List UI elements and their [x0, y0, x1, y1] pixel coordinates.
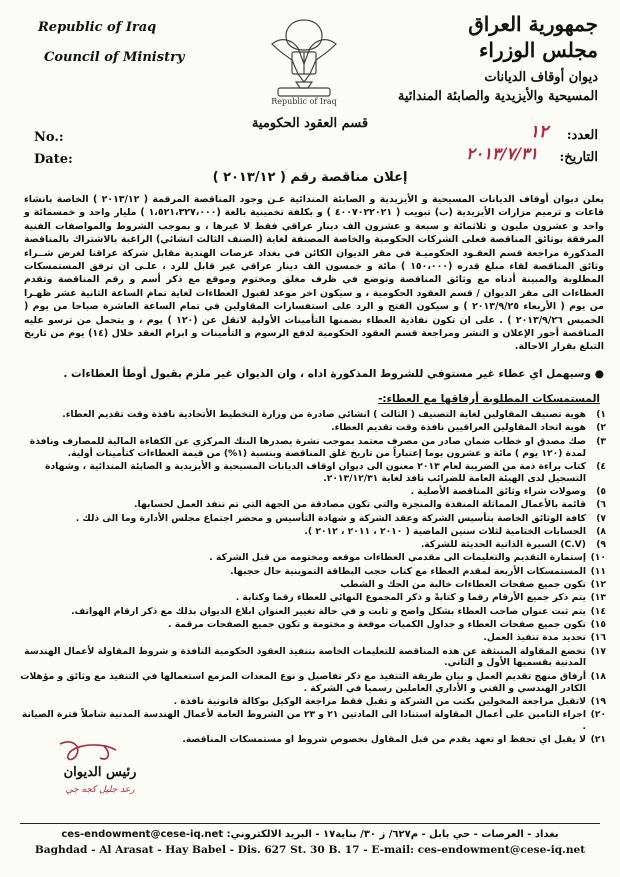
- required-doc-item: [18, 566, 606, 578]
- footer-divider: [20, 823, 600, 824]
- required-doc-text: تكون جميع صفحات العطاءات خالية من الحك و الشطب: [340, 579, 586, 591]
- required-doc-text: الحسابات الختامية لثلاث سنين الماضية ( ٢٠١٠ ، ٢٠١١ ، ٢٠١٢ ).: [304, 525, 586, 537]
- number-label-ar: العدد:: [566, 128, 598, 143]
- signature-handwritten: رعد جليل كجه جي: [65, 785, 135, 795]
- required-doc-item: [18, 461, 606, 485]
- required-doc-number: ١٤): [590, 605, 606, 617]
- required-doc-text: وصولات شراء وثائق المناقصة الأصلية .: [410, 486, 586, 497]
- required-doc-item: [18, 499, 606, 511]
- required-doc-item: [18, 539, 606, 551]
- required-doc-text: صك مصدق او خطاب ضمان صادر من مصرف معتمد بموجب نشرة يصدرها البنك المركزي عن الكفاءة المالية للمصارف ونافذة لمدة (١٢٠ يوم ) مائة و عشرون يوما إعتباراً من تاريخ غلق المناقصة وبنسبة (١%) من قيمة العطاءات كتأمينات أولية.: [29, 435, 586, 459]
- required-docs-list: [18, 409, 606, 748]
- required-doc-number: ١٥): [590, 618, 606, 630]
- tender-title: إعلان مناقصة رقم ( ٢٠١٣/١٢ ): [212, 170, 408, 185]
- required-doc-item: [18, 422, 606, 434]
- tender-intro: [24, 193, 604, 354]
- required-doc-number: ٤): [596, 460, 606, 472]
- required-doc-number: ٥): [596, 486, 606, 497]
- required-doc-number: ٢٠): [590, 709, 606, 721]
- footer-address-ar: بغداد - العرصات - حي بابل - م٦٢٧/ ز ٣٠/ بناية١٧ - البريد الالكتروني: ces-endowment@cese-iq.net: [61, 829, 559, 840]
- required-doc-text: أرفاق منهج تقديم العمل و بيان طريقة التنفيذ مع ذكر تفاصيل و نوع المعدات المزمع استعمالها في التنفيذ مع وثائق و مؤهلات الكادر الهندسي و الفني و الأداري العاملين رسميا في الشركة .: [20, 670, 586, 694]
- required-doc-number: ١٦): [590, 632, 606, 644]
- emblem-caption: Republic of Iraq: [271, 97, 337, 106]
- required-doc-number: ٨): [596, 525, 606, 537]
- required-doc-text: يتم ذكر جميع الأرقام رقما و كتابةً و ذكر المجموع النهائي للعطاء رقما وكتابة .: [235, 592, 586, 604]
- required-doc-text: كافة الوثائق الخاصة بتأسيس الشركة وعقد الشركة و شهادة التأسيس و محضر اجتماع مجلس الأدارة وما الى ذلك .: [75, 512, 586, 524]
- required-doc-number: ١٧): [590, 645, 606, 657]
- section-title: قسم العقود الحكومية: [251, 116, 369, 131]
- iraq-emblem-icon: [252, 14, 356, 106]
- required-doc-text: كتاب براءة ذمة من الضريبة لعام ٢٠١٣ معنون الى ديوان اوقاف الديانات المسيحية و الأيزيدية و الصابئة المندائية ، وشهادة التسجيل لدى الهيئة العامة للضرائب نافذ لغاية ٢٠١٣/١٢/٣١.: [45, 460, 586, 484]
- footer-address-en: Baghdad - Al Arasat - Hay Babel - Dis. 627 St. 30 B. 17 - E-mail: ces-endowment@cese-iq.net: [34, 844, 586, 856]
- signature-title: رئيس الديوان: [63, 765, 137, 780]
- tender-notice: ● وسيهمل اي عطاء غير مستوفي للشروط المذكورة اداه ، وان الديوان غير ملزم بقبول أوطأ العطاءات .: [63, 368, 604, 380]
- required-doc-number: ٧): [596, 512, 606, 524]
- required-doc-number: ١٨): [590, 670, 606, 682]
- required-doc-text: المستمسكات الأربعة لمقدم العطاء مع كتاب حجب البطاقة التموينية حال حجبها.: [230, 565, 586, 577]
- required-doc-number: ١١): [590, 565, 606, 577]
- required-doc-number: ١٣): [590, 592, 606, 604]
- header-ar-country: جمهورية العراق: [468, 12, 598, 36]
- required-doc-number: ١٩): [590, 695, 606, 707]
- required-doc-item: [18, 646, 606, 670]
- required-doc-text: (C.V) السيرة الذاتية الحديثة للشركة.: [420, 539, 586, 551]
- number-label-en: No.:: [34, 130, 64, 145]
- required-doc-item: [18, 671, 606, 695]
- required-doc-text: لاتقبل مراجعة المخولين بكتب من الشركة و تقبل فقط مراجعة الوكيل بوكالة قانونية نافذة .: [173, 695, 586, 707]
- required-doc-text: يتم ثبت عنوان صاحب العطاء بشكل واضح و ثابت و في حالة تغيير العنوان ابلاغ الديوان بذلك مع ذكر ارقام الهواتف.: [71, 605, 586, 617]
- required-doc-item: [18, 709, 606, 733]
- required-doc-item: [18, 526, 606, 538]
- date-label-ar: التاريخ:: [559, 150, 598, 165]
- required-doc-item: [18, 632, 606, 644]
- required-doc-text: هوية تصنيف المقاولين لغاية التصنيف ( الثالث ) انشائي صادرة من وزارة التخطيط الأتحادية نافذة وقت تقديم العطاء.: [62, 409, 586, 420]
- header-ar-diwan: ديوان أوقاف الديانات: [484, 70, 598, 85]
- required-doc-number: ٩): [596, 539, 606, 551]
- required-doc-item: [18, 592, 606, 604]
- required-doc-text: لا يقبل اي تحفظ او تعهد يقدم من قبل المقاول بخصوص شروط او مستمسكات المناقصة.: [182, 734, 586, 746]
- date-label-en: Date:: [34, 152, 73, 167]
- required-doc-item: [18, 409, 606, 421]
- required-docs-title: المستمسكات المطلوبة أرفاقها مع العطاء:-: [378, 393, 600, 405]
- required-doc-number: ٢١): [590, 734, 606, 746]
- required-doc-number: ٢): [596, 422, 606, 434]
- number-handwritten: ١٢: [529, 122, 548, 142]
- date-handwritten: ٢٠١٣/٧/٣١: [466, 144, 538, 163]
- required-doc-item: [18, 606, 606, 618]
- required-doc-number: ١٢): [590, 579, 606, 591]
- required-doc-text: قائمة بالأعمال المماثلة المنفذة والمنجزة والتي تكون مصادقة من الجهة التي تم تنفذ العمل لحسابها.: [134, 499, 586, 511]
- required-doc-text: هوية اتحاد المقاولين العراقيين نافذة وقت تقديم العطاء.: [331, 422, 586, 434]
- header-ar-council: مجلس الوزراء: [479, 38, 598, 62]
- header-en-council: Council of Ministry: [44, 50, 185, 65]
- required-doc-text: إستمارة التقديم والتعليمات الى مقدمي العطاءات موقعه ومختومه من قبل الشركة .: [209, 552, 586, 564]
- required-doc-number: ١٠): [590, 552, 606, 564]
- required-doc-number: ٦): [596, 499, 606, 511]
- required-doc-item: [18, 513, 606, 525]
- required-doc-number: ٣): [596, 435, 606, 447]
- required-doc-item: [18, 552, 606, 564]
- required-doc-item: [18, 579, 606, 591]
- header-en-country: Republic of Iraq: [38, 20, 157, 35]
- required-doc-item: [18, 696, 606, 708]
- required-doc-text: اجراء التامين على أعمال المقاولة استنادا الى المادتين ٢١ و ٢٣ من الشروط العامة لأعمال الهندسة المدنية شاملاً فترة الصيانة .: [21, 709, 586, 733]
- required-doc-number: ١): [596, 409, 606, 420]
- required-doc-item: [18, 619, 606, 631]
- intro-text: يعلن ديوان أوقاف الديانات المسيحية و الأيزيدية و الصابئة المندائية عـن وجود المناقصة المرقمة ( ٢٠١٣/١٢ ) الخاصة بانشاء قاعات و ترميم مزارات الأيزيدية (ب) تبويب ( ٤٠٠٧٠٢٢٠٢١ ) و بكلفة تخمينية بالغة (١،٥٢١،٣٢٧،٠٠٠ ) مليار واحد و خمسمائة و واحد و عشرون مليون و ثلاثمائة و سبعة و عشرون الف دينار عراقي فقط لا غيرها ، و بموجب الشروط والمواصفات الفنية المرفقة بوثائق المناقصة فعلى الشركات الحكومية والخاصة المصنفة لغاية (الصنف الثالث انشائي) الراغبة بالاشتراك بالمناقصة المذكورة مراجعة قسم العقـود الحكوميـة في مقر الديوان الكائن في بغداد عرصات الهندية مقابل شركة عراقنا لغرض شــراء وثائق المناقصة لقاء مبلغ قدره (١٥٠،٠٠٠ ) مائة و خمسون الف دينار عراقي غير قابل للرد ، علـى ان ترفق المستمسكات المطلوبة والمبينة أدناه مع وثائق المناقصة وتوضع في ظرف مغلق ومختوم وموقع مع ذكر أسم و رقم المناقصة وتقدم العطاءات الى مقر الديوان / قسم العقود الحكومية ، و سيكون اخر موعد لقبول العطاءات لغاية تمام الساعة الثانية عشر ظهـرا من يوم ( الأربعاء ٢٠١٣/٩/٢٥ ) و سيكون الفتح و الرد على استفسارات المقاولين في تمام الساعة العاشرة صباحا من يوم ( الخميس ٢٠١٣/٩/٢٦ ) . على ان تكون نفاذية العطاء بضمنها التأمينات الأولية لاتقل عن (١٢٠ ) يوم ، و يتحمل من ترسو عليه المناقصة أجور الإعلان و النشر ومراجعة قسم العقود الحكومية لدفع الرسوم و التأمينات و ابرام العقد خلال (١٤) يوم من تاريخ التبلغ بقرار الاحالة.: [24, 194, 605, 353]
- required-doc-item: [18, 436, 606, 460]
- required-doc-text: تخضع المقاولة المنبثقة عن هذه المناقصة للتعليمات الخاصة بتنفيذ العقود الحكومية النافذة و شروط المقاولة لأعمال الهندسة المدنية بقسميها الأول و الثاني.: [24, 645, 586, 669]
- required-doc-text: تكون جميع صفحات العطاء و جداول الكميات موقعة و مختومة و تكون جميع الصفحات مرقمة .: [168, 618, 586, 630]
- header-ar-religions: المسيحية والأيزيدية والصابئة المندائية: [397, 89, 598, 104]
- required-doc-text: تحديد مدة تنفيذ العمل.: [483, 632, 586, 644]
- required-doc-item: [18, 486, 606, 498]
